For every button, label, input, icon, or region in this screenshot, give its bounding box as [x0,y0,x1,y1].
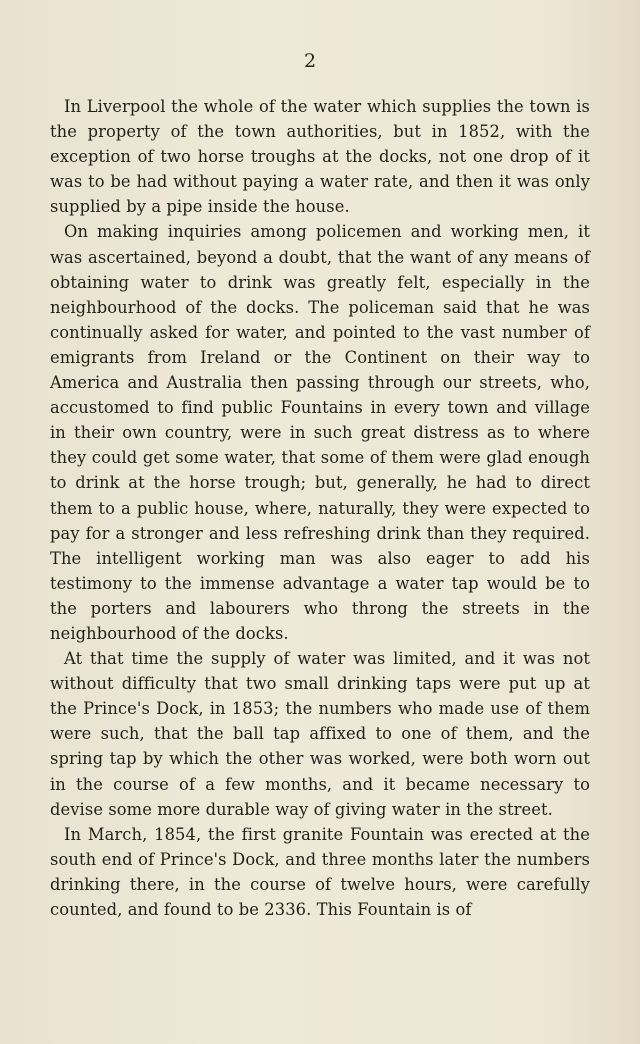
page-number: 2 [303,50,317,72]
paragraph-inquiries: On making inquiries among policemen and working men, it was ascertained, beyond a doubt, that the want of any means of obtaining water to drink was greatly felt, especially in the neighbourhood of the docks. The policeman said that he was continually asked for water, and pointed to the vast number of emigrants from Ireland or the Continent on their way to America and Australia then passing through our streets, who, accustomed to find public Fountains in every town and village in their own country, were in such great distress as to where they could get some water, that some of them were glad enough to drink at the horse trough; but, generally, he had to direct them to a public house, where, naturally, they were expected to pay for a stronger and less refreshing drink than they required. The intelligent working man was also eager to add his testimony to the immense advantage a water tap would be to the porters and labourers who throng the streets in the neighbourhood of the docks. [50,222,590,643]
paragraph-granite-fountain: In March, 1854, the first granite Fountain was erected at the south end of Prince's Dock, and three months later the numbers drinking there, in the course of twelve hours, were carefully counted, and found to be 2336. This Fountain is of [50,824,590,919]
body-text [50,94,590,922]
paragraph-drinking-taps: At that time the supply of water was limited, and it was not without difficulty that two small drinking taps were put up at the Prince's Dock, in 1853; the numbers who made use of them were such, that the ball tap affixed to one of them, and the spring tap by which the other was worked, were both worn out in the course of a few months, and it became necessary to devise some more durable way of giving water in the street. [50,649,590,819]
paragraph-liverpool-water: In Liverpool the whole of the water which supplies the town is the property of the town authorities, but in 1852, with the exception of two horse troughs at the docks, not one drop of it was to be had without paying a water rate, and then it was only supplied by a pipe inside the house. [50,97,590,217]
